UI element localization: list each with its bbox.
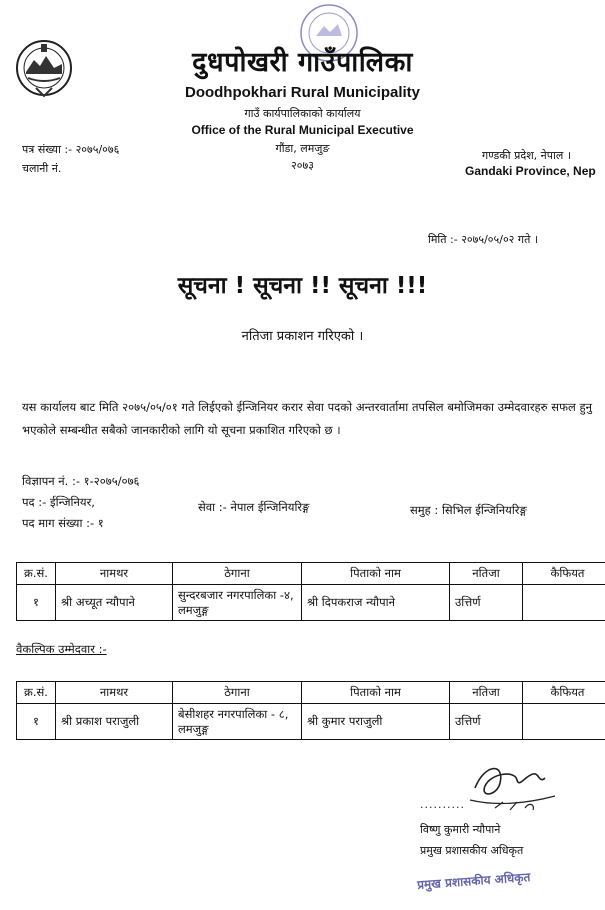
cell-remark: [523, 704, 605, 740]
alternate-candidates-table: [16, 681, 605, 740]
cell-father: श्री कुमार पराजुली: [302, 704, 450, 740]
col-header-father: पिताको नाम: [302, 682, 450, 704]
signatory-name: विष्णु कुमारी न्यौपाने: [420, 823, 501, 836]
col-header-sn: क्र.सं.: [17, 563, 56, 585]
officer-rubber-stamp: प्रमुख प्रशासकीय अधिकृत: [416, 870, 531, 892]
col-header-remark: कैफियत: [523, 563, 605, 585]
notice-body: यस कार्यालय बाट मिति २०७५/०५/०१ गते लिईएको ईन्जिनियर करार सेवा पदको अन्तरवार्तामा तपसिल बमोजिमका उम्मेदवारहरु सफल हुनु भएकोले सम्बन्धीत सबैको जानकारीको लागि यो सूचना प्रकाशित गरिएको छ ।: [22, 400, 592, 437]
notice-date: मिति :- २०७५/०५/०२ गते ।: [428, 233, 539, 246]
cell-remark: [523, 585, 605, 621]
cell-address: बेसीशहर नगरपालिका - ८, लमजुङ्ग: [173, 704, 302, 740]
table-row: [17, 704, 605, 740]
col-header-name: नामथर: [56, 682, 173, 704]
service-label: सेवा :- नेपाल ईन्जिनियरिङ्ग: [198, 500, 310, 514]
col-header-result: नतिजा: [450, 682, 523, 704]
col-header-address: ठेगाना: [173, 682, 302, 704]
notice-headline: सूचना ! सूचना !! सूचना !!!: [177, 273, 428, 299]
province-nepali: गण्डकी प्रदेश, नेपाल ।: [482, 149, 571, 162]
office-address: गौंडा, लमजुङ: [275, 142, 330, 155]
cell-sn: १: [17, 704, 56, 740]
col-header-name: नामथर: [56, 563, 173, 585]
cell-name: श्री प्रकाश पराजुली: [56, 704, 173, 740]
cell-result: उत्तिर्ण: [450, 585, 523, 621]
advertisement-number: विज्ञापन नं. :- १-२०७५/०७६: [22, 474, 140, 488]
cell-father: श्री दिपकराज न्यौपाने: [302, 585, 450, 621]
alternate-candidates-title: वैकल्पिक उम्मेदवार :-: [16, 642, 107, 656]
group-label: समुह : सिभिल ईन्जिनियरिङ्ग: [410, 503, 527, 517]
col-header-result: नतिजा: [450, 563, 523, 585]
col-header-remark: कैफियत: [523, 682, 605, 704]
dispatch-number: चलानी नं.: [22, 162, 62, 175]
org-name-english: Doodhpokhari Rural Municipality: [184, 84, 420, 101]
post-demand-count: पद माग संख्या :- १: [22, 516, 104, 530]
established-year: २०७३: [291, 159, 314, 172]
table-row: [17, 585, 605, 621]
office-name-english: Office of the Rural Municipal Executive: [191, 123, 414, 137]
letter-ref-block: [22, 140, 119, 178]
notice-subheadline: नतिजा प्रकाशन गरिएको ।: [241, 329, 364, 344]
province-english: Gandaki Province, Nep: [465, 164, 596, 178]
post-label: पद :- ईन्जिनियर,: [22, 495, 95, 509]
cell-result: उत्तिर्ण: [450, 704, 523, 740]
handwritten-signature: [455, 758, 565, 818]
col-header-father: पिताको नाम: [302, 563, 450, 585]
letter-number: पत्र संख्या :- २०७५/०७६: [22, 143, 120, 156]
signature-line: ..........: [420, 798, 465, 811]
cell-name: श्री अच्यूत न्यौपाने: [56, 585, 173, 621]
signatory-title: प्रमुख प्रशासकीय अधिकृत: [420, 844, 524, 857]
cell-address: सुन्दरबजार नगरपालिका -४, लमजुङ्ग: [173, 585, 302, 621]
cell-sn: १: [17, 585, 56, 621]
selected-candidates-table: [16, 562, 605, 621]
org-name-nepali: दुधपोखरी गाउँपालिका: [192, 47, 413, 78]
table-header-row: [17, 563, 605, 585]
office-name-nepali: गाउँ कार्यपालिकाको कार्यालय: [244, 107, 361, 120]
table-header-row: [17, 682, 605, 704]
col-header-sn: क्र.सं.: [17, 682, 56, 704]
col-header-address: ठेगाना: [173, 563, 302, 585]
